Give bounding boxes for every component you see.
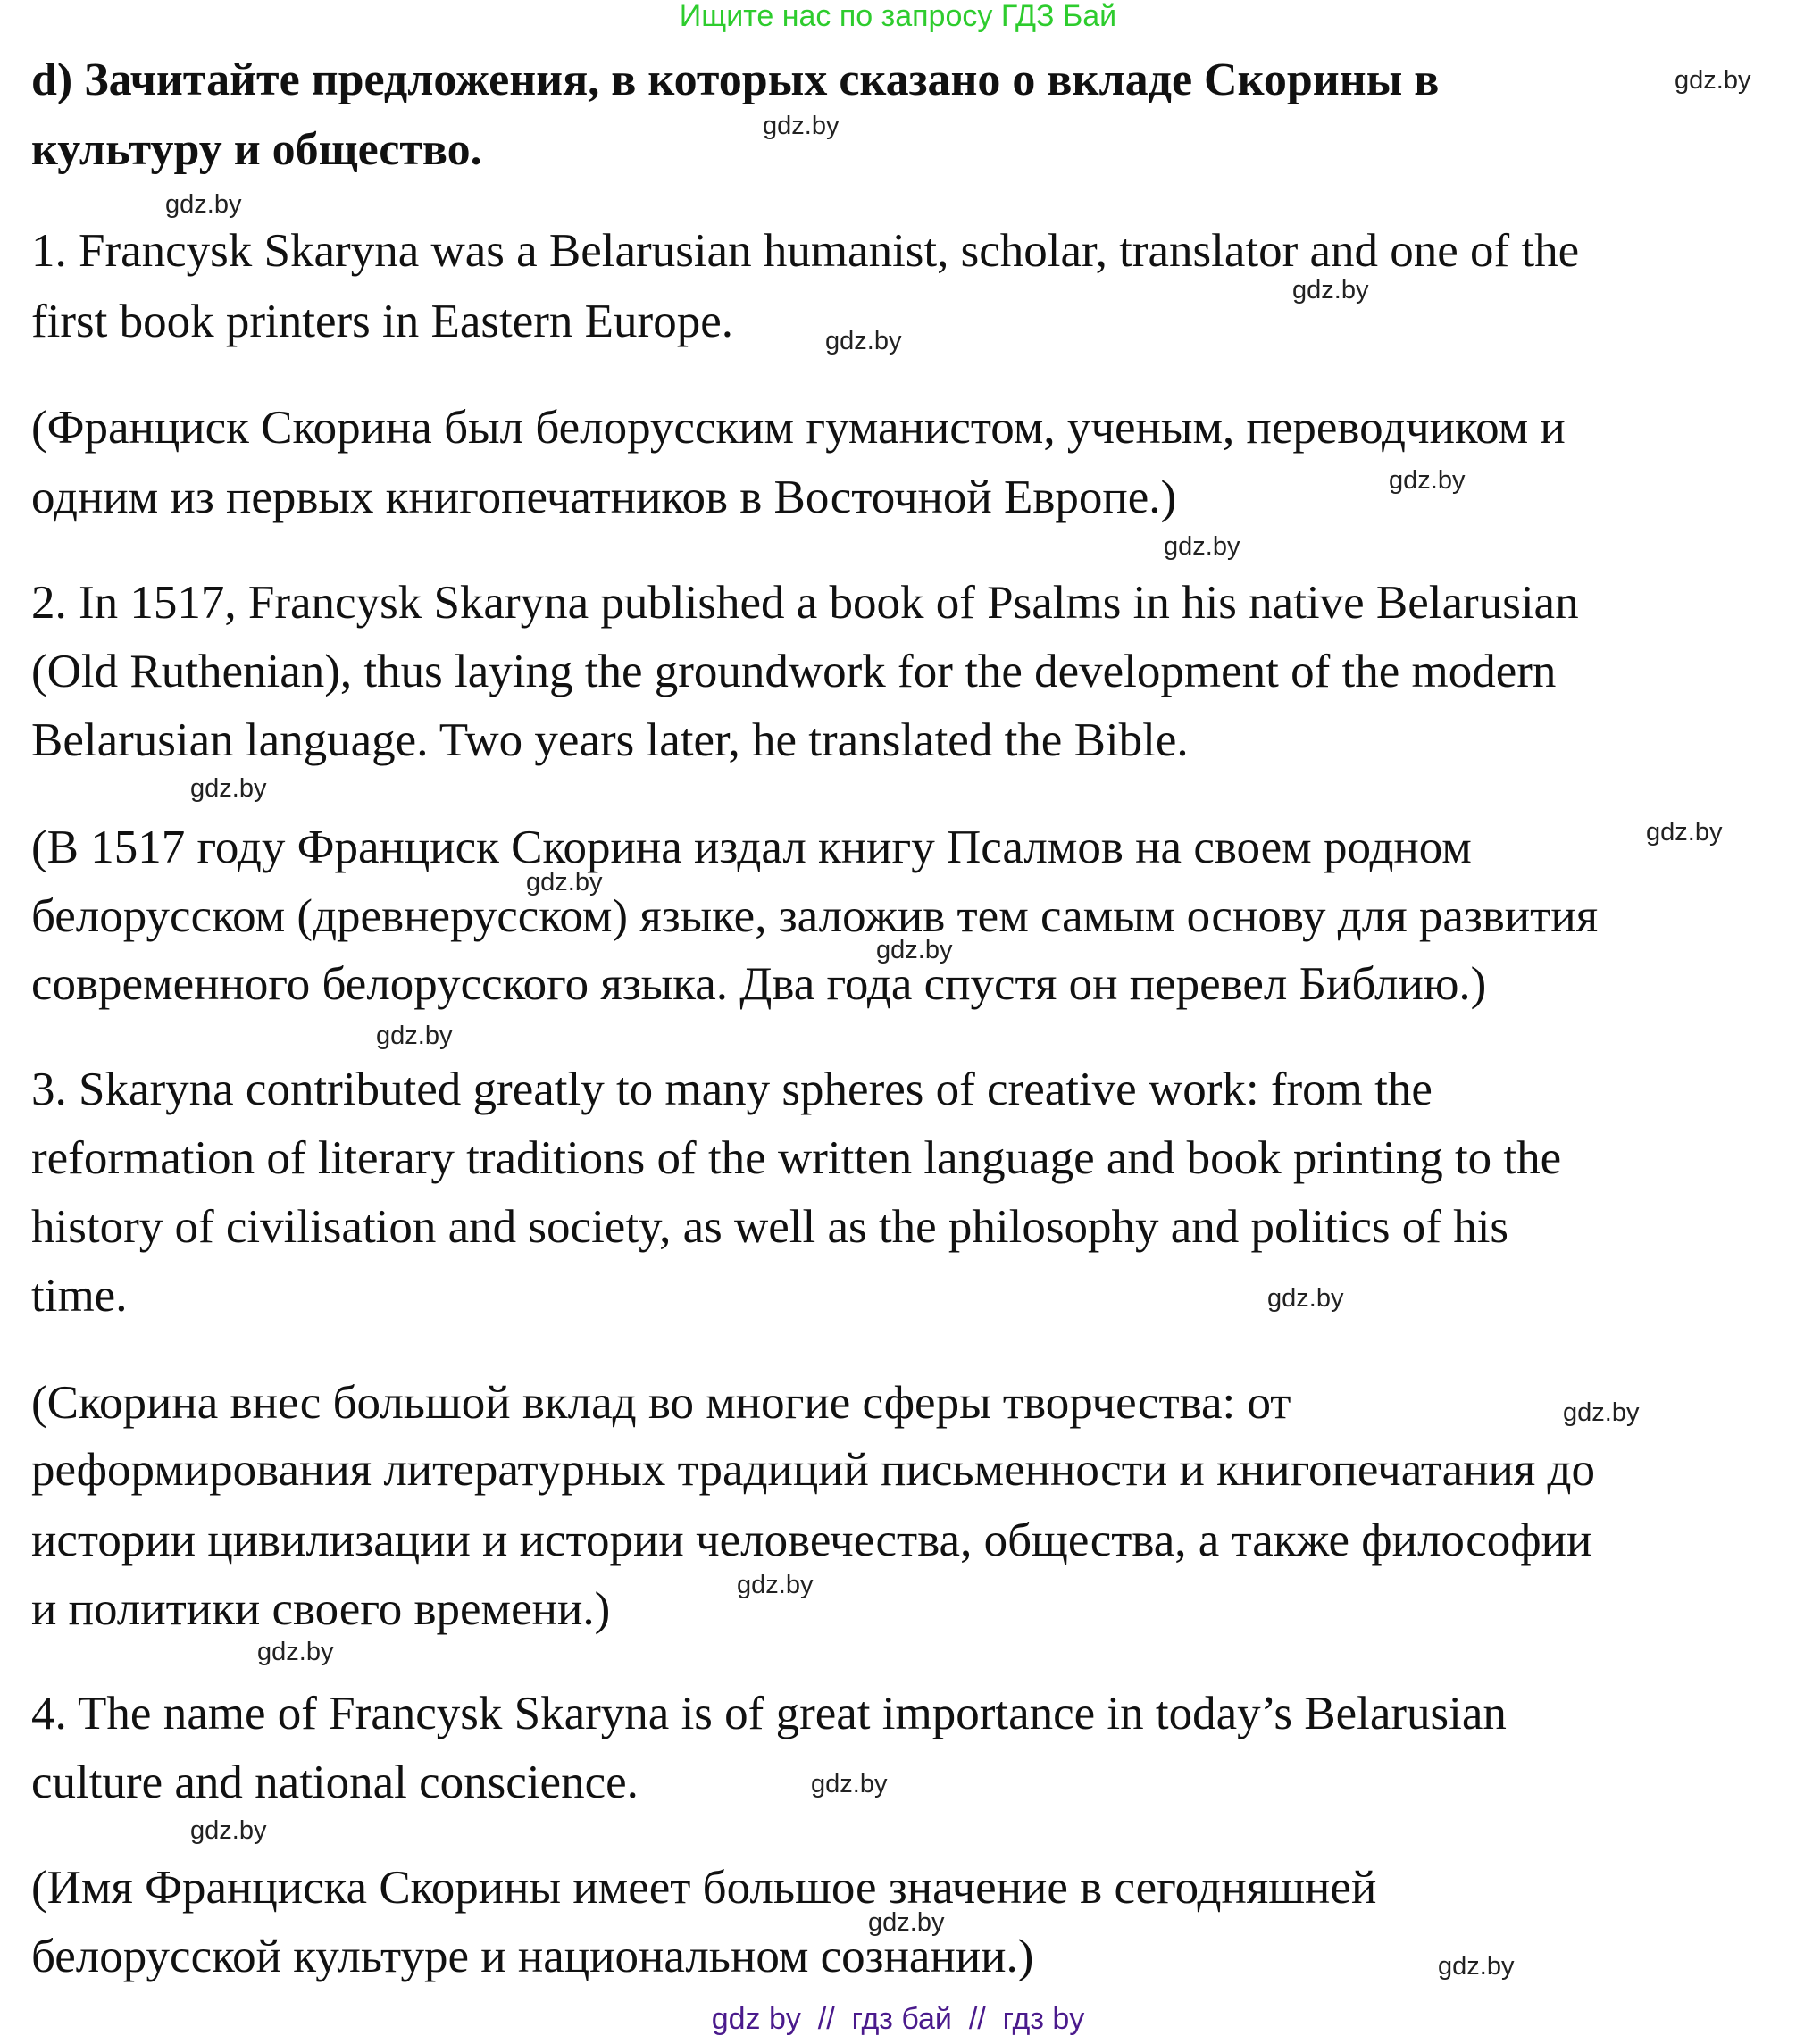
- watermark: gdz.by: [1164, 532, 1240, 561]
- item-2-ru: современного белорусского языка. Два года спустя он перевел Библию.): [31, 958, 1487, 1010]
- item-1-en: 1. Francysk Skaryna was a Belarusian humanist, scholar, translator and one of the: [31, 225, 1580, 277]
- watermark: gdz.by: [868, 1908, 945, 1937]
- watermark: gdz.by: [165, 190, 242, 219]
- watermark: gdz.by: [825, 327, 902, 355]
- item-1-ru: (Франциск Скорина был белорусским гуманистом, ученым, переводчиком и: [31, 402, 1566, 454]
- item-2-en: Belarusian language. Two years later, he translated the Bible.: [31, 714, 1189, 766]
- watermark: gdz.by: [1267, 1284, 1344, 1313]
- item-2-ru: белорусском (древнерусском) языке, заложив тем самым основу для развития: [31, 890, 1599, 942]
- item-2-ru: (В 1517 году Франциск Скорина издал книгу Псалмов на своем родном: [31, 822, 1472, 873]
- watermark: gdz.by: [811, 1770, 888, 1798]
- top-banner: Ищите нас по запросу ГДЗ Бай: [679, 0, 1117, 33]
- item-3-en: 3. Skaryna contributed greatly to many spheres of creative work: from the: [31, 1064, 1433, 1115]
- item-4-en: 4. The name of Francysk Skaryna is of great importance in today’s Belarusian: [31, 1688, 1507, 1739]
- watermark: gdz.by: [1563, 1398, 1640, 1427]
- watermark: gdz.by: [763, 112, 840, 140]
- footer-links: gdz by // гдз бай // гдз by: [711, 2002, 1085, 2036]
- item-4-en: culture and national conscience.: [31, 1756, 639, 1808]
- watermark: gdz.by: [376, 1022, 453, 1050]
- item-3-en: time.: [31, 1270, 128, 1322]
- heading-line: d) Зачитайте предложения, в которых сказано о вкладе Скорины в: [31, 54, 1440, 105]
- item-3-en: history of civilisation and society, as well as the philosophy and politics of his: [31, 1201, 1509, 1253]
- watermark: gdz.by: [257, 1638, 334, 1666]
- watermark: gdz.by: [737, 1571, 814, 1599]
- item-4-ru: белорусской культуре и национальном сознании.): [31, 1931, 1034, 1982]
- item-2-en: 2. In 1517, Francysk Skaryna published a book of Psalms in his native Belarusian: [31, 577, 1579, 629]
- watermark: gdz.by: [526, 868, 603, 897]
- item-4-ru: (Имя Франциска Скорины имеет большое значение в сегодняшней: [31, 1862, 1377, 1914]
- watermark: gdz.by: [876, 936, 953, 964]
- watermark: gdz.by: [190, 774, 267, 803]
- watermark: gdz.by: [1292, 276, 1369, 305]
- watermark: gdz.by: [1646, 818, 1723, 847]
- item-3-ru: (Скорина внес большой вклад во многие сферы творчества: от: [31, 1377, 1291, 1429]
- item-1-en: first book printers in Eastern Europe.: [31, 296, 733, 347]
- item-2-en: (Old Ruthenian), thus laying the groundwork for the development of the modern: [31, 646, 1557, 697]
- item-3-en: reformation of literary traditions of the written language and book printing to the: [31, 1132, 1562, 1184]
- watermark: gdz.by: [1438, 1952, 1515, 1981]
- item-3-ru: и политики своего времени.): [31, 1583, 611, 1635]
- heading-line: культуру и общество.: [31, 124, 482, 175]
- item-3-ru: истории цивилизации и истории человечества, общества, а также философии: [31, 1514, 1592, 1566]
- watermark: gdz.by: [1389, 466, 1466, 495]
- item-3-ru: реформирования литературных традиций письменности и книгопечатания до: [31, 1444, 1596, 1496]
- watermark: gdz.by: [190, 1816, 267, 1845]
- watermark: gdz.by: [1675, 66, 1751, 95]
- item-1-ru: одним из первых книгопечатников в Восточной Европе.): [31, 471, 1177, 523]
